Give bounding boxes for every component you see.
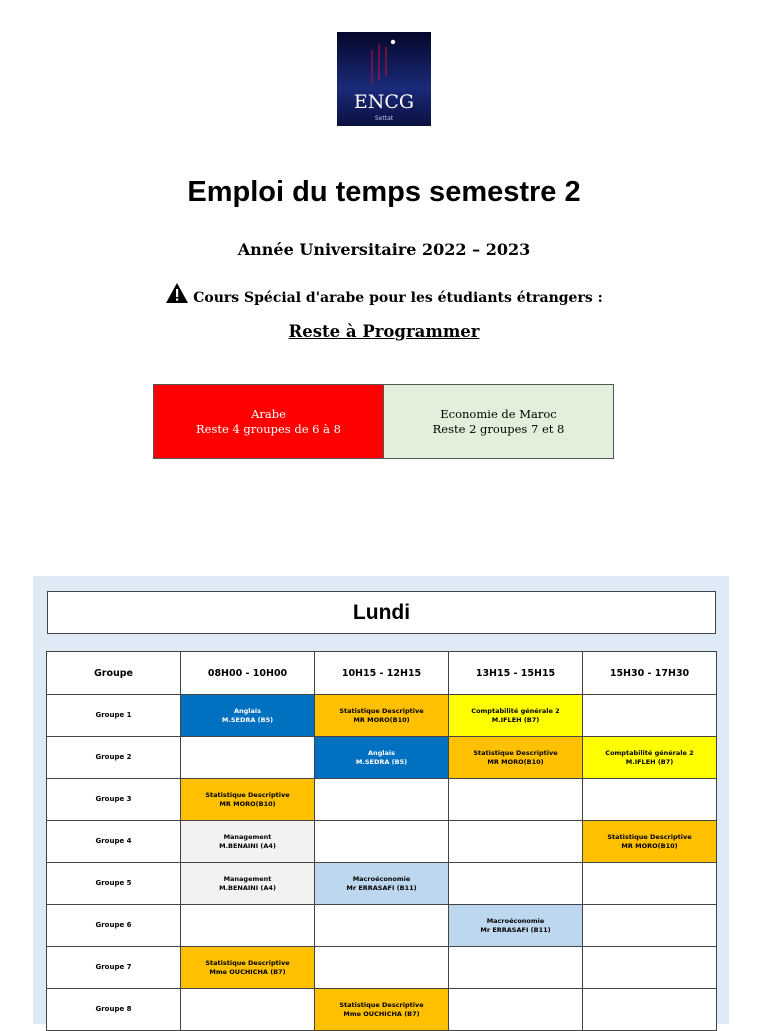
to-program-heading: Reste à Programmer (288, 322, 480, 341)
course-teacher: M.SEDRA (B5) (221, 715, 274, 724)
course-teacher: M.IFLEH (B7) (491, 715, 540, 724)
page-title: Emploi du temps semestre 2 (187, 176, 581, 208)
course-cell (181, 947, 315, 989)
course-cell (315, 989, 449, 1031)
course-name: Statistique Descriptive (473, 748, 558, 757)
course-teacher: Mr ERRASAFI (B11) (480, 925, 551, 934)
table-row (47, 695, 717, 737)
day-title: Lundi (47, 591, 716, 634)
notice-text: Cours Spécial d'arabe pour les étudiants étrangers : (193, 290, 603, 306)
empty-cell (181, 737, 315, 779)
special-course-economie (384, 385, 613, 458)
schedule-header-row (47, 652, 717, 695)
course-name: Statistique Descriptive (339, 1000, 424, 1009)
course-cell (315, 695, 449, 737)
course-name: Macroéconomie (486, 916, 545, 925)
table-row (47, 821, 717, 863)
course-name: Statistique Descriptive (339, 706, 424, 715)
encg-logo (337, 32, 431, 126)
course-cell (449, 695, 583, 737)
empty-cell (583, 989, 717, 1031)
academic-year: Année Universitaire 2022 – 2023 (237, 240, 531, 259)
course-cell (181, 821, 315, 863)
logo-text: ENCG (353, 91, 415, 113)
special-course-detail: Reste 4 groupes de 6 à 8 (196, 421, 341, 436)
course-cell (315, 737, 449, 779)
course-name: Macroéconomie (352, 874, 411, 883)
course-teacher: M.BENAINI (A4) (219, 841, 276, 850)
course-cell (449, 737, 583, 779)
course-teacher: Mme OUCHICHA (B7) (343, 1009, 420, 1018)
course-name: Anglais (233, 706, 262, 715)
empty-cell (583, 863, 717, 905)
group-label: Groupe 4 (47, 821, 181, 863)
group-label: Groupe 7 (47, 947, 181, 989)
group-label: Groupe 2 (47, 737, 181, 779)
empty-cell (181, 989, 315, 1031)
group-label: Groupe 5 (47, 863, 181, 905)
empty-cell (315, 947, 449, 989)
empty-cell (315, 779, 449, 821)
course-name: Management (223, 874, 272, 883)
special-course-name: Economie de Maroc (440, 406, 557, 421)
table-row (47, 947, 717, 989)
empty-cell (583, 905, 717, 947)
logo-subtext: Settat (374, 115, 394, 122)
course-teacher: MR MORO(B10) (621, 841, 678, 850)
special-course-name: Arabe (251, 406, 286, 421)
header-groupe: Groupe (47, 652, 181, 695)
group-label: Groupe 8 (47, 989, 181, 1031)
special-courses-table (153, 384, 614, 459)
special-course-detail: Reste 2 groupes 7 et 8 (432, 421, 565, 436)
course-cell (181, 863, 315, 905)
course-name: Comptabilité générale 2 (605, 748, 694, 757)
header-time-slot: 15H30 - 17H30 (583, 652, 717, 695)
course-name: Statistique Descriptive (205, 790, 290, 799)
empty-cell (449, 779, 583, 821)
table-row (47, 737, 717, 779)
group-label: Groupe 1 (47, 695, 181, 737)
course-name: Anglais (367, 748, 396, 757)
course-teacher: M.BENAINI (A4) (219, 883, 276, 892)
empty-cell (315, 905, 449, 947)
warning-icon (165, 282, 189, 304)
schedule-panel (33, 576, 729, 1024)
course-teacher: Mme OUCHICHA (B7) (209, 967, 286, 976)
header-time-slot: 10H15 - 12H15 (315, 652, 449, 695)
course-cell (181, 695, 315, 737)
course-name: Management (223, 832, 272, 841)
course-teacher: M.IFLEH (B7) (625, 757, 674, 766)
course-name: Statistique Descriptive (205, 958, 290, 967)
empty-cell (449, 989, 583, 1031)
course-cell (315, 863, 449, 905)
schedule-table (46, 651, 717, 1031)
table-row (47, 779, 717, 821)
empty-cell (449, 863, 583, 905)
empty-cell (583, 779, 717, 821)
course-cell (583, 737, 717, 779)
course-teacher: Mr ERRASAFI (B11) (346, 883, 417, 892)
course-name: Comptabilité générale 2 (471, 706, 560, 715)
course-teacher: MR MORO(B10) (353, 715, 410, 724)
course-cell (583, 821, 717, 863)
header-time-slot: 13H15 - 15H15 (449, 652, 583, 695)
group-label: Groupe 3 (47, 779, 181, 821)
empty-cell (449, 821, 583, 863)
course-teacher: M.SEDRA (B5) (355, 757, 408, 766)
course-cell (181, 779, 315, 821)
notice (0, 282, 768, 306)
empty-cell (315, 821, 449, 863)
empty-cell (583, 947, 717, 989)
group-label: Groupe 6 (47, 905, 181, 947)
table-row (47, 863, 717, 905)
table-row (47, 905, 717, 947)
course-teacher: MR MORO(B10) (487, 757, 544, 766)
empty-cell (583, 695, 717, 737)
header-time-slot: 08H00 - 10H00 (181, 652, 315, 695)
empty-cell (181, 905, 315, 947)
table-row (47, 989, 717, 1031)
course-name: Statistique Descriptive (607, 832, 692, 841)
course-cell (449, 905, 583, 947)
special-course-arabe (154, 385, 384, 458)
course-teacher: MR MORO(B10) (219, 799, 276, 808)
empty-cell (449, 947, 583, 989)
